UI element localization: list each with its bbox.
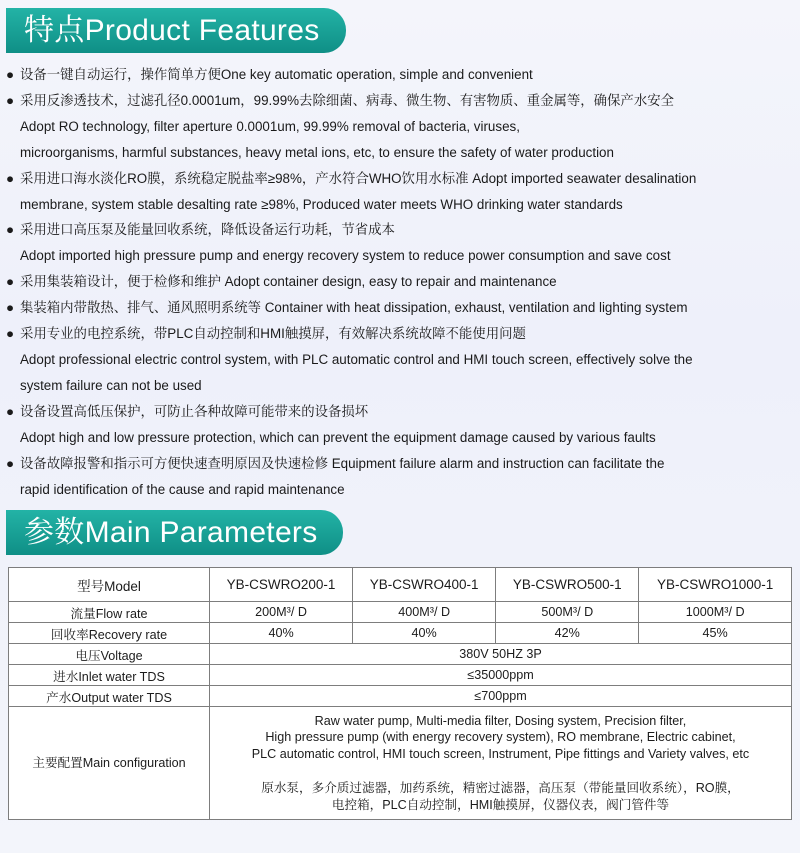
flow-cell: 400M³/ D bbox=[353, 602, 496, 623]
feature-item bbox=[6, 399, 796, 451]
output-tds-label: 产水Output water TDS bbox=[9, 686, 210, 707]
bullet-icon: ● bbox=[6, 326, 15, 342]
table-row bbox=[9, 686, 792, 707]
config-cn-line: 电控箱，PLC自动控制，HMI触摸屏，仪器仪表，阀门管件等 bbox=[331, 797, 670, 812]
feature-item bbox=[6, 62, 796, 88]
feature-text: Adopt high and low pressure protection, which can prevent the equipment damage caused by various faults bbox=[20, 429, 656, 445]
feature-item bbox=[6, 88, 796, 166]
voltage-value: 380V 50HZ 3P bbox=[210, 644, 792, 665]
feature-text: 设备一键自动运行，操作简单方便One key automatic operation, simple and convenient bbox=[20, 67, 533, 82]
features-title: 特点Product Features bbox=[6, 8, 346, 53]
flow-cell: 1000M³/ D bbox=[639, 602, 792, 623]
recovery-cell: 45% bbox=[639, 623, 792, 644]
bullet-icon: ● bbox=[6, 170, 15, 186]
config-label: 主要配置Main configuration bbox=[9, 707, 210, 820]
model-cell: YB-CSWRO400-1 bbox=[353, 568, 496, 602]
inlet-tds-value: ≤35000ppm bbox=[210, 665, 792, 686]
feature-text: 设备故障报警和指示可方便快速查明原因及快速检修 Equipment failure alarm and instruction can facilitate the bbox=[20, 455, 665, 471]
config-cn-line: 原水泵，多介质过滤器，加药系统，精密过滤器，高压泵（带能量回收系统），RO膜， bbox=[261, 781, 740, 796]
table-row bbox=[9, 665, 792, 686]
feature-text: Adopt professional electric control system, with PLC automatic control and HMI touch screen, effectively solve the bbox=[20, 351, 693, 367]
flow-cell: 200M³/ D bbox=[210, 602, 353, 623]
config-value bbox=[210, 707, 792, 820]
config-en-line: High pressure pump (with energy recovery system), RO membrane, Electric cabinet, bbox=[265, 730, 736, 745]
params-title: 参数Main Parameters bbox=[6, 510, 343, 555]
model-cell: YB-CSWRO1000-1 bbox=[639, 568, 792, 602]
parameters-table bbox=[8, 567, 792, 820]
config-en-line: PLC automatic control, HMI touch screen, Instrument, Pipe fittings and Variety valves, etc bbox=[251, 746, 750, 761]
bullet-icon: ● bbox=[6, 455, 15, 471]
bullet-icon: ● bbox=[6, 300, 15, 316]
model-cell: YB-CSWRO200-1 bbox=[210, 568, 353, 602]
features-list bbox=[6, 62, 796, 502]
feature-item bbox=[6, 321, 796, 399]
table-row bbox=[9, 602, 792, 623]
feature-text: membrane, system stable desalting rate ≥98%, Produced water meets WHO drinking water standards bbox=[20, 196, 623, 212]
table-row bbox=[9, 623, 792, 644]
feature-text: 集装箱内带散热、排气、通风照明系统等 Container with heat dissipation, exhaust, ventilation and lighting system bbox=[20, 300, 688, 316]
feature-text: 采用集装箱设计，便于检修和维护 Adopt container design, easy to repair and maintenance bbox=[20, 274, 557, 290]
table-row bbox=[9, 707, 792, 820]
bullet-icon: ● bbox=[6, 67, 15, 82]
feature-item bbox=[6, 295, 796, 321]
flow-label: 流量Flow rate bbox=[9, 602, 210, 623]
feature-text: rapid identification of the cause and rapid maintenance bbox=[20, 481, 345, 497]
inlet-tds-label: 进水Inlet water TDS bbox=[9, 665, 210, 686]
feature-text: microorganisms, harmful substances, heavy metal ions, etc, to ensure the safety of water production bbox=[20, 144, 614, 160]
bullet-icon: ● bbox=[6, 274, 15, 290]
feature-text: Adopt imported high pressure pump and energy recovery system to reduce power consumption and save cost bbox=[20, 248, 671, 264]
model-cell: YB-CSWRO500-1 bbox=[496, 568, 639, 602]
bullet-icon: ● bbox=[6, 92, 15, 108]
flow-cell: 500M³/ D bbox=[496, 602, 639, 623]
table-row bbox=[9, 568, 792, 602]
feature-text: system failure can not be used bbox=[20, 377, 202, 393]
output-tds-value: ≤700ppm bbox=[210, 686, 792, 707]
feature-text: 采用进口海水淡化RO膜，系统稳定脱盐率≥98%，产水符合WHO饮用水标准 Adopt imported seawater desalination bbox=[20, 170, 697, 186]
bullet-icon: ● bbox=[6, 222, 15, 238]
recovery-cell: 42% bbox=[496, 623, 639, 644]
recovery-cell: 40% bbox=[353, 623, 496, 644]
feature-text: 采用专业的电控系统，带PLC自动控制和HMI触摸屏，有效解决系统故障不能使用问题 bbox=[20, 326, 526, 342]
feature-text: Adopt RO technology, filter aperture 0.0001um, 99.99% removal of bacteria, viruses, bbox=[20, 118, 520, 134]
bullet-icon: ● bbox=[6, 403, 15, 419]
feature-item bbox=[6, 217, 796, 269]
feature-item bbox=[6, 451, 796, 503]
recovery-label: 回收率Recovery rate bbox=[9, 623, 210, 644]
model-label: 型号Model bbox=[9, 568, 210, 602]
feature-text: 采用进口高压泵及能量回收系统，降低设备运行功耗，节省成本 bbox=[20, 222, 395, 238]
feature-text: 设备设置高低压保护，可防止各种故障可能带来的设备损坏 bbox=[20, 403, 369, 419]
config-en-line: Raw water pump, Multi-media filter, Dosing system, Precision filter, bbox=[314, 713, 687, 728]
feature-item bbox=[6, 166, 796, 218]
feature-item bbox=[6, 269, 796, 295]
feature-text: 采用反渗透技术，过滤孔径0.0001um，99.99%去除细菌、病毒、微生物、有害物质、重金属等，确保产水安全 bbox=[20, 92, 674, 108]
voltage-label: 电压Voltage bbox=[9, 644, 210, 665]
recovery-cell: 40% bbox=[210, 623, 353, 644]
table-row bbox=[9, 644, 792, 665]
